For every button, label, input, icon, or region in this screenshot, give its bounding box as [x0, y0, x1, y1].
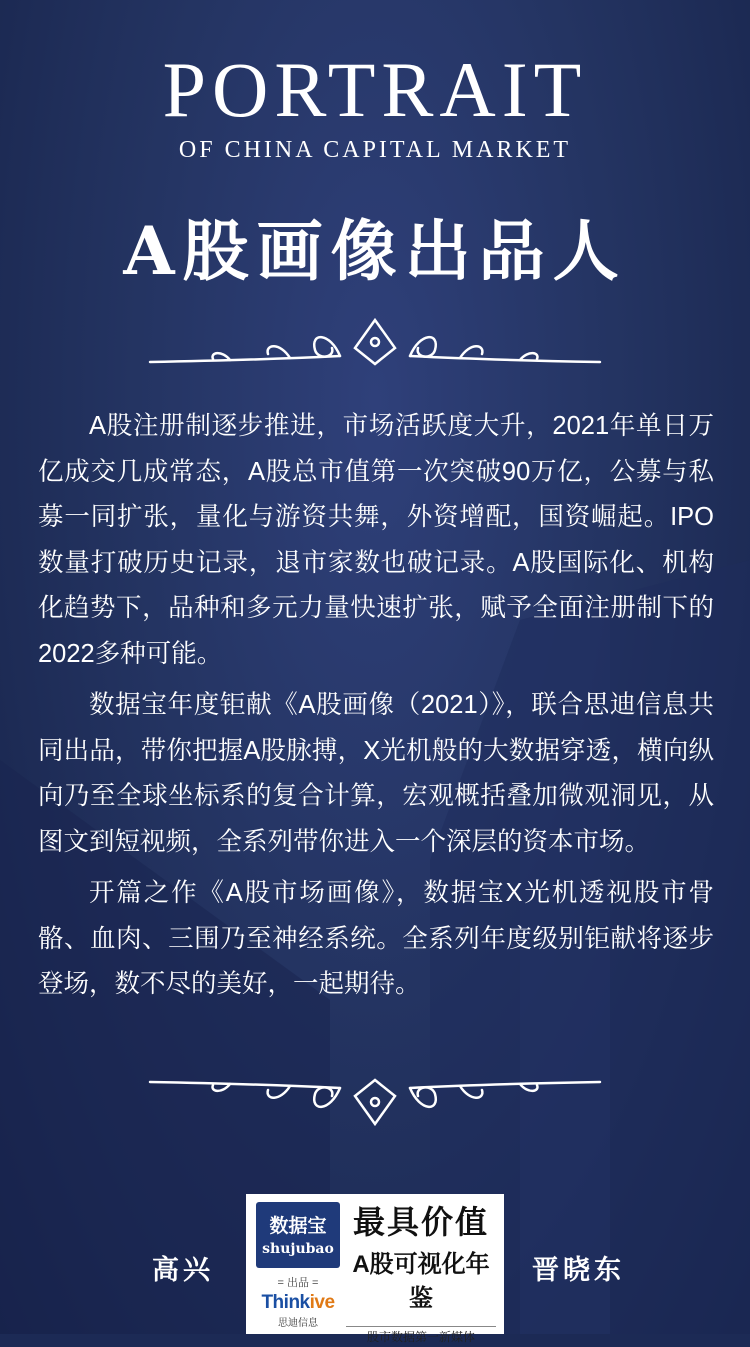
shujubao-logo: [256, 1202, 340, 1268]
title-portrait: PORTRAIT: [162, 46, 588, 133]
producer-logo-card: [246, 1194, 504, 1344]
signer-left: 高兴: [152, 1255, 214, 1286]
logo-slogan-column: [346, 1202, 496, 1347]
ornament-divider-bottom: [140, 1072, 610, 1132]
paragraph-2: 数据宝年度钜献《A股画像（2021）》，联合思迪信息共同出品，带你把握A股脉搏，X光机般的大数据穿透，横向纵向乃至全球坐标系的复合计算，宏观概括叠加微观洞见，从图文到短视频，全系列带你进入一个深层的资本市场。: [38, 691, 714, 856]
paragraph-1: A股注册制逐步推进，市场活跃度大升，2021年单日万亿成交几成常态，A股总市值第一次突破90万亿，公募与私募一同扩张，量化与游资共舞，外资增配，国资崛起。IPO数量打破历史记录，退市家数也破记录。A股国际化、机构化趋势下，品种和多元力量快速扩张，赋予全面注册制下的2022多种可能。: [38, 412, 714, 668]
title-a-share-portrait-producers: A股画像出品人: [123, 212, 627, 290]
slogan-yearbook: A股可视化年鉴: [352, 1251, 490, 1312]
thinkive-logo-think: Think: [261, 1292, 310, 1313]
shujubao-logo-en: shujubao: [262, 1241, 334, 1257]
logo-left-column: [256, 1202, 340, 1329]
signer-right: 晋晓东: [532, 1255, 625, 1286]
subtitle-china-capital-market: OF CHINA CAPITAL MARKET: [178, 137, 572, 163]
paragraph-3: 开篇之作《A股市场画像》，数据宝X光机透视股市骨骼、血肉、三围乃至神经系统。全系列年度级别钜献将逐步登场，数不尽的美好，一起期待。: [38, 879, 714, 998]
produced-by-label: = 出品 =: [277, 1277, 319, 1289]
ornament-divider-top: [140, 312, 610, 372]
thinkive-logo-ive: ive: [309, 1292, 335, 1313]
slogan-new-media: 股市数据第一新媒体: [346, 1326, 496, 1347]
shujubao-logo-cn: 数据宝: [269, 1215, 327, 1237]
slogan-most-valuable: 最具价值: [352, 1204, 489, 1240]
intro-body: [38, 404, 714, 1014]
thinkive-logo: [256, 1292, 340, 1314]
thinkive-cn-name: 思迪信息: [278, 1318, 318, 1329]
